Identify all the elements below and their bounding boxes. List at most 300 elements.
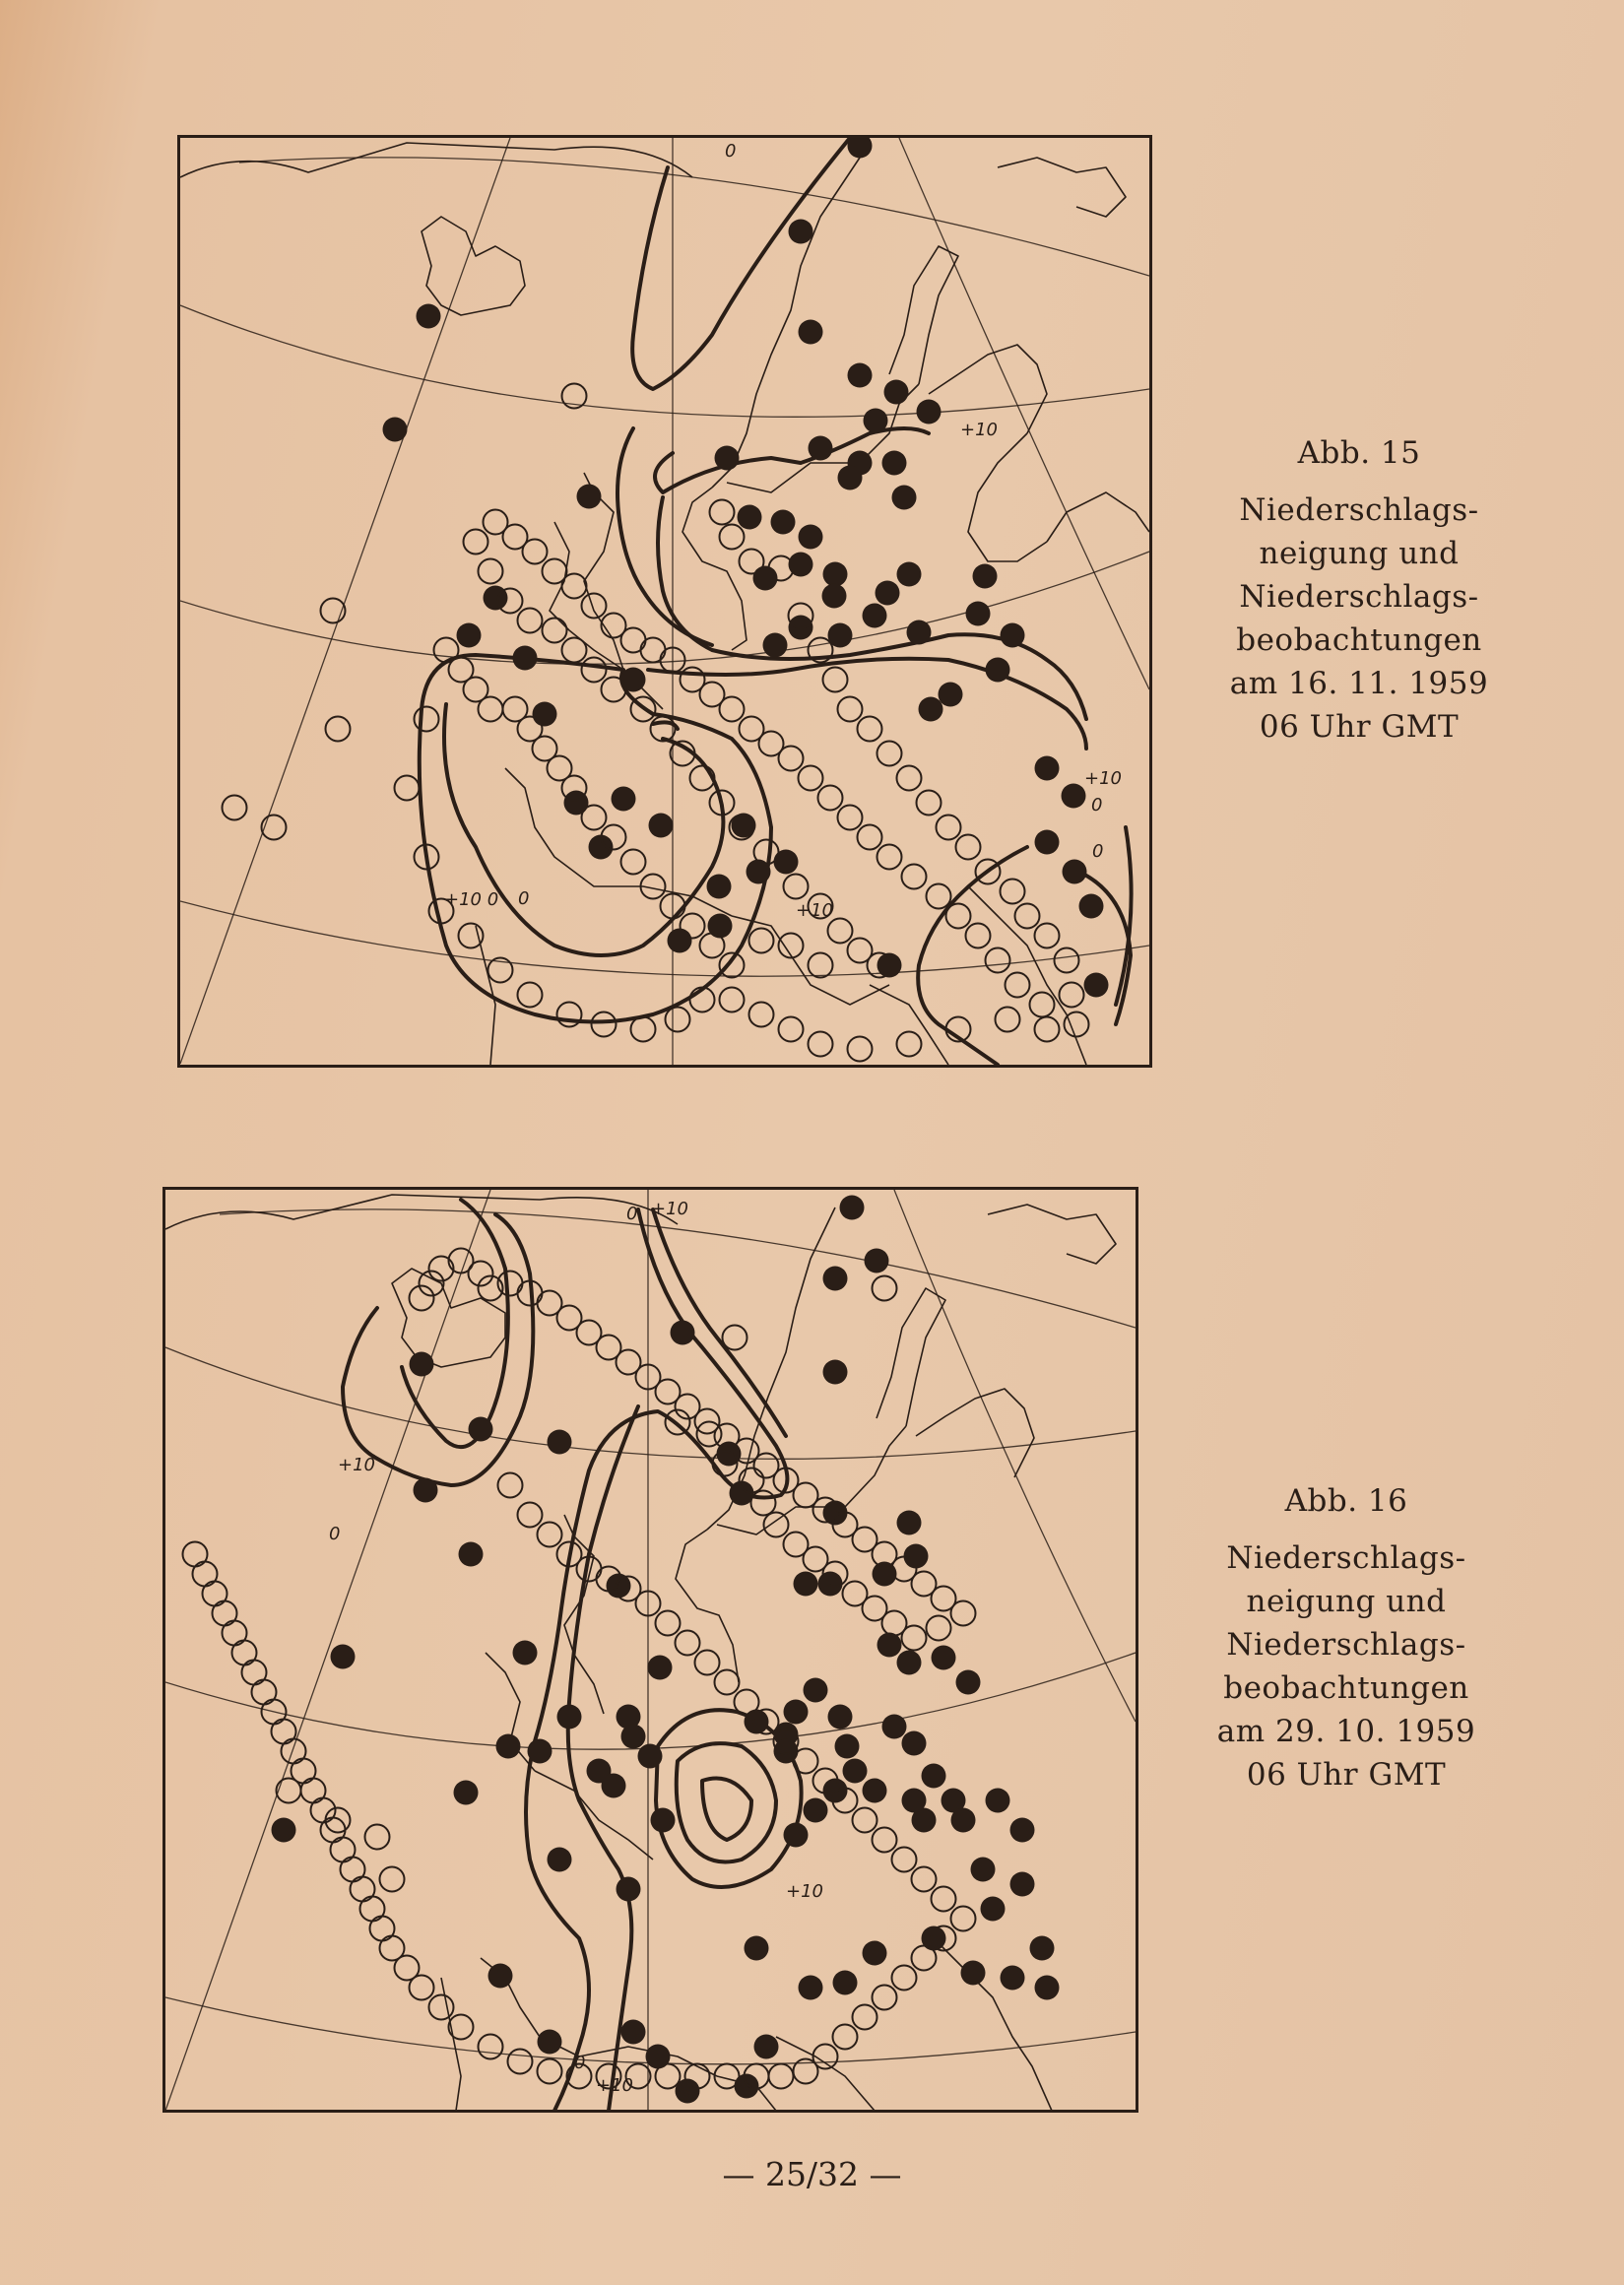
station-precipitation-marker — [835, 1734, 860, 1759]
station-precipitation-marker — [513, 1641, 538, 1665]
station-precipitation-marker — [459, 1542, 484, 1567]
station-no-precipitation-marker — [666, 1008, 690, 1032]
station-precipitation-marker — [1001, 1966, 1025, 1991]
station-no-precipitation-marker — [282, 1739, 306, 1764]
station-precipitation-marker — [638, 1744, 663, 1769]
station-precipitation-marker — [956, 1670, 981, 1695]
station-precipitation-marker — [973, 564, 998, 589]
station-no-precipitation-marker — [749, 929, 774, 953]
station-precipitation-marker — [1030, 1936, 1055, 1961]
map-abb-15 — [177, 135, 1152, 1068]
graticule-line — [165, 1190, 490, 2110]
station-no-precipitation-marker — [498, 1473, 523, 1498]
station-precipitation-marker — [1084, 973, 1109, 998]
station-no-precipitation-marker — [735, 1690, 759, 1715]
station-no-precipitation-marker — [1006, 973, 1030, 998]
coastline — [712, 158, 860, 488]
station-no-precipitation-marker — [370, 1917, 395, 1941]
station-precipitation-marker — [789, 220, 813, 244]
station-no-precipitation-marker — [700, 934, 725, 958]
station-no-precipitation-marker — [902, 865, 927, 889]
station-no-precipitation-marker — [459, 924, 484, 948]
station-no-precipitation-marker — [656, 1611, 681, 1636]
station-no-precipitation-marker — [1001, 880, 1025, 904]
station-no-precipitation-marker — [720, 525, 745, 550]
station-no-precipitation-marker — [557, 1003, 582, 1027]
station-precipitation-marker — [823, 562, 848, 587]
coastline — [776, 2037, 875, 2110]
station-precipitation-marker — [799, 1976, 823, 2000]
caption-line: Niederschlags- — [1226, 1627, 1466, 1663]
station-no-precipitation-marker — [395, 776, 420, 801]
station-precipitation-marker — [668, 929, 692, 953]
station-no-precipitation-marker — [912, 1867, 937, 1892]
caption-line: neigung und — [1246, 1584, 1447, 1619]
station-no-precipitation-marker — [365, 1825, 390, 1850]
station-no-precipitation-marker — [833, 2025, 858, 2050]
station-no-precipitation-marker — [503, 697, 528, 722]
station-precipitation-marker — [1010, 1818, 1035, 1843]
coastline — [165, 1195, 678, 1229]
station-precipitation-marker — [331, 1645, 356, 1669]
station-precipitation-marker — [747, 860, 771, 884]
station-no-precipitation-marker — [223, 796, 247, 820]
station-no-precipitation-marker — [937, 816, 961, 840]
station-no-precipitation-marker — [996, 1008, 1020, 1032]
station-no-precipitation-marker — [853, 1808, 877, 1833]
station-precipitation-marker — [951, 1808, 976, 1833]
station-no-precipitation-marker — [429, 1995, 454, 2020]
station-precipitation-marker — [745, 1936, 769, 1961]
caption-line: am 29. 10. 1959 — [1216, 1714, 1476, 1749]
station-precipitation-marker — [902, 1789, 927, 1813]
station-precipitation-marker — [488, 1964, 513, 1989]
station-precipitation-marker — [865, 1249, 889, 1273]
station-no-precipitation-marker — [877, 742, 902, 766]
station-precipitation-marker — [784, 1823, 809, 1848]
weather-map-abb-15 — [180, 138, 1149, 1065]
station-no-precipitation-marker — [809, 953, 833, 978]
station-no-precipitation-marker — [828, 919, 853, 944]
station-precipitation-marker — [902, 1731, 927, 1756]
station-no-precipitation-marker — [749, 1003, 774, 1027]
station-no-precipitation-marker — [902, 1626, 927, 1651]
caption-line: Niederschlags- — [1226, 1540, 1466, 1576]
station-precipitation-marker — [799, 525, 823, 550]
station-precipitation-marker — [939, 683, 963, 707]
station-precipitation-marker — [617, 1877, 641, 1902]
station-no-precipitation-marker — [720, 953, 745, 978]
station-precipitation-marker — [986, 1789, 1010, 1813]
station-no-precipitation-marker — [873, 1276, 897, 1301]
station-precipitation-marker — [557, 1705, 582, 1730]
station-no-precipitation-marker — [484, 510, 508, 535]
station-precipitation-marker — [822, 584, 847, 609]
coastline — [422, 217, 525, 315]
station-precipitation-marker — [818, 1572, 843, 1597]
station-precipitation-marker — [496, 1734, 521, 1759]
station-no-precipitation-marker — [360, 1897, 385, 1922]
station-precipitation-marker — [602, 1774, 626, 1798]
precipitation-isoline — [702, 1779, 751, 1841]
station-precipitation-marker — [932, 1646, 956, 1670]
station-no-precipitation-marker — [892, 1966, 917, 1991]
isoline-label: +10 — [960, 420, 998, 440]
station-precipitation-marker — [863, 1779, 887, 1803]
station-no-precipitation-marker — [341, 1858, 365, 1882]
station-precipitation-marker — [648, 1656, 673, 1680]
isoline-label: +10 — [796, 900, 833, 921]
coastline — [998, 158, 1126, 217]
station-no-precipitation-marker — [877, 845, 902, 870]
station-no-precipitation-marker — [779, 1017, 804, 1042]
station-no-precipitation-marker — [193, 1562, 218, 1587]
station-precipitation-marker — [892, 486, 917, 510]
coastline — [481, 1958, 717, 2076]
station-no-precipitation-marker — [1055, 948, 1079, 973]
station-precipitation-marker — [907, 620, 932, 645]
isoline-label: 0 — [329, 1524, 341, 1544]
station-no-precipitation-marker — [415, 707, 439, 732]
isoline-label: +10 — [1084, 768, 1122, 789]
station-no-precipitation-marker — [518, 983, 543, 1008]
station-no-precipitation-marker — [562, 638, 587, 663]
station-precipitation-marker — [961, 1961, 986, 1986]
caption-line: 06 Uhr GMT — [1246, 1757, 1447, 1793]
station-no-precipitation-marker — [434, 638, 459, 663]
station-no-precipitation-marker — [710, 500, 735, 525]
station-precipitation-marker — [1010, 1872, 1035, 1897]
station-no-precipitation-marker — [262, 816, 287, 840]
station-no-precipitation-marker — [966, 924, 991, 948]
station-no-precipitation-marker — [917, 791, 942, 816]
caption-line: Niederschlags- — [1239, 492, 1479, 528]
weather-map-abb-16 — [165, 1190, 1136, 2110]
page-number: — 25/32 — — [722, 2155, 902, 2193]
isoline-label: +10 — [651, 1199, 688, 1219]
isoline-label: 0 — [1092, 841, 1104, 862]
station-no-precipitation-marker — [602, 614, 626, 638]
station-precipitation-marker — [863, 1941, 887, 1966]
station-precipitation-marker — [621, 668, 646, 692]
station-precipitation-marker — [877, 1633, 902, 1658]
station-precipitation-marker — [784, 1700, 809, 1725]
station-precipitation-marker — [794, 1572, 818, 1597]
station-precipitation-marker — [966, 602, 991, 626]
station-precipitation-marker — [621, 1725, 646, 1749]
isoline-label: 0 — [574, 2053, 586, 2073]
coastline — [180, 143, 692, 177]
station-no-precipitation-marker — [986, 948, 1010, 973]
station-no-precipitation-marker — [769, 2064, 794, 2089]
station-no-precipitation-marker — [331, 1838, 356, 1862]
station-no-precipitation-marker — [927, 884, 951, 909]
station-no-precipitation-marker — [858, 825, 882, 850]
isoline-label: +10 — [596, 2075, 633, 2096]
graticule-line — [894, 1190, 1136, 1722]
station-no-precipitation-marker — [1060, 983, 1084, 1008]
station-no-precipitation-marker — [272, 1720, 296, 1744]
station-no-precipitation-marker — [621, 850, 646, 875]
station-no-precipitation-marker — [794, 1749, 818, 1774]
station-no-precipitation-marker — [764, 1513, 789, 1537]
station-precipitation-marker — [823, 1267, 848, 1291]
station-precipitation-marker — [1063, 860, 1087, 884]
station-no-precipitation-marker — [720, 988, 745, 1012]
station-no-precipitation-marker — [479, 2035, 503, 2059]
station-no-precipitation-marker — [809, 1032, 833, 1057]
station-precipitation-marker — [897, 1651, 922, 1675]
station-no-precipitation-marker — [927, 1616, 951, 1641]
station-precipitation-marker — [383, 418, 408, 442]
isoline-label: 0 — [626, 1204, 638, 1224]
coastline — [682, 488, 747, 650]
station-no-precipitation-marker — [740, 550, 764, 574]
station-no-precipitation-marker — [582, 658, 607, 683]
station-precipitation-marker — [738, 505, 762, 530]
station-precipitation-marker — [833, 1971, 858, 1995]
station-no-precipitation-marker — [602, 678, 626, 702]
station-no-precipitation-marker — [277, 1779, 301, 1803]
station-no-precipitation-marker — [301, 1779, 326, 1803]
coastline — [988, 1205, 1116, 1264]
station-precipitation-marker — [548, 1430, 572, 1455]
station-no-precipitation-marker — [932, 1887, 956, 1912]
station-precipitation-marker — [897, 1511, 922, 1535]
coastline — [968, 886, 1086, 1065]
graticule-line — [180, 305, 1149, 417]
station-precipitation-marker — [410, 1352, 434, 1377]
station-no-precipitation-marker — [518, 609, 543, 633]
station-no-precipitation-marker — [956, 835, 981, 860]
station-precipitation-marker — [922, 1764, 946, 1789]
station-precipitation-marker — [646, 2045, 671, 2069]
precipitation-isoline — [1067, 867, 1131, 1024]
coastline — [916, 1389, 1034, 1477]
graticule-line — [180, 138, 510, 1064]
station-no-precipitation-marker — [641, 638, 666, 663]
station-precipitation-marker — [771, 510, 796, 535]
station-no-precipitation-marker — [543, 619, 567, 643]
station-no-precipitation-marker — [1035, 924, 1060, 948]
station-no-precipitation-marker — [912, 1946, 937, 1971]
station-no-precipitation-marker — [380, 1867, 405, 1892]
station-no-precipitation-marker — [232, 1641, 257, 1665]
station-precipitation-marker — [469, 1417, 493, 1442]
station-precipitation-marker — [414, 1478, 438, 1503]
station-no-precipitation-marker — [631, 1017, 656, 1042]
station-precipitation-marker — [707, 875, 732, 899]
station-no-precipitation-marker — [946, 904, 971, 929]
station-precipitation-marker — [649, 814, 674, 838]
station-precipitation-marker — [917, 400, 942, 424]
caption-line: am 16. 11. 1959 — [1229, 666, 1489, 701]
station-no-precipitation-marker — [326, 717, 351, 742]
coastline — [717, 1426, 906, 1534]
station-precipitation-marker — [754, 2035, 779, 2059]
station-no-precipitation-marker — [838, 806, 863, 830]
station-no-precipitation-marker — [715, 1670, 740, 1695]
station-precipitation-marker — [548, 1848, 572, 1872]
graticule-line — [239, 158, 1149, 276]
isoline-label: +10 — [338, 1455, 375, 1475]
station-no-precipitation-marker — [818, 786, 843, 811]
station-no-precipitation-marker — [213, 1601, 237, 1626]
station-precipitation-marker — [528, 1739, 552, 1764]
caption-line: beobachtungen — [1236, 622, 1482, 658]
station-precipitation-marker — [533, 702, 557, 727]
figure-label: Abb. 16 — [1284, 1483, 1408, 1519]
station-precipitation-marker — [1001, 623, 1025, 648]
station-no-precipitation-marker — [656, 2064, 681, 2089]
isoline-label: +10 0 — [444, 889, 499, 910]
station-no-precipitation-marker — [449, 2015, 474, 2040]
station-precipitation-marker — [763, 633, 788, 658]
precipitation-isoline — [402, 1200, 508, 1447]
station-no-precipitation-marker — [508, 2050, 533, 2074]
station-precipitation-marker — [454, 1781, 479, 1805]
station-no-precipitation-marker — [823, 668, 848, 692]
station-no-precipitation-marker — [799, 766, 823, 791]
station-no-precipitation-marker — [479, 559, 503, 584]
station-precipitation-marker — [823, 1360, 848, 1385]
station-precipitation-marker — [538, 2030, 562, 2055]
station-precipitation-marker — [882, 1715, 907, 1739]
caption-line: Niederschlags- — [1239, 579, 1479, 615]
coastline — [877, 1288, 945, 1426]
station-no-precipitation-marker — [252, 1680, 277, 1705]
station-no-precipitation-marker — [1065, 1012, 1089, 1037]
station-no-precipitation-marker — [449, 1249, 474, 1273]
station-precipitation-marker — [671, 1321, 695, 1345]
caption-line: neigung und — [1259, 536, 1460, 571]
station-no-precipitation-marker — [203, 1582, 227, 1606]
station-precipitation-marker — [864, 409, 888, 433]
coastline — [1047, 492, 1149, 542]
station-precipitation-marker — [1035, 756, 1060, 781]
station-no-precipitation-marker — [695, 1651, 720, 1675]
station-no-precipitation-marker — [838, 697, 863, 722]
station-no-precipitation-marker — [951, 1907, 976, 1931]
station-precipitation-marker — [513, 646, 538, 671]
coastline — [535, 1771, 653, 1860]
isoline-label: 0 — [725, 141, 737, 162]
station-precipitation-marker — [612, 787, 636, 812]
station-no-precipitation-marker — [380, 1936, 405, 1961]
station-precipitation-marker — [981, 1897, 1006, 1922]
station-no-precipitation-marker — [740, 717, 764, 742]
station-no-precipitation-marker — [351, 1877, 375, 1902]
station-precipitation-marker — [919, 697, 943, 722]
precipitation-isoline — [648, 659, 1086, 749]
station-no-precipitation-marker — [538, 1523, 562, 1547]
station-precipitation-marker — [838, 466, 863, 490]
station-no-precipitation-marker — [848, 1037, 873, 1062]
figure-label: Abb. 15 — [1297, 435, 1421, 471]
coastline — [968, 433, 1047, 561]
station-no-precipitation-marker — [754, 840, 779, 865]
caption-abb-15 — [1226, 431, 1492, 749]
station-no-precipitation-marker — [538, 2059, 562, 2084]
station-no-precipitation-marker — [582, 806, 607, 830]
station-precipitation-marker — [840, 1196, 865, 1220]
station-precipitation-marker — [1062, 784, 1086, 809]
station-precipitation-marker — [1035, 830, 1060, 855]
station-no-precipitation-marker — [543, 559, 567, 584]
precipitation-isoline — [632, 138, 850, 389]
station-no-precipitation-marker — [676, 1631, 700, 1656]
coastline — [441, 1978, 461, 2110]
isoline-label: +10 — [786, 1881, 823, 1902]
station-precipitation-marker — [804, 1678, 828, 1703]
caption-line: beobachtungen — [1223, 1670, 1469, 1706]
precipitation-isoline — [677, 1743, 776, 1861]
station-no-precipitation-marker — [242, 1661, 267, 1685]
station-precipitation-marker — [799, 320, 823, 345]
station-no-precipitation-marker — [751, 1491, 776, 1516]
station-precipitation-marker — [882, 451, 907, 476]
station-precipitation-marker — [884, 380, 909, 405]
station-precipitation-marker — [651, 1808, 676, 1833]
station-precipitation-marker — [577, 485, 602, 509]
station-precipitation-marker — [804, 1798, 828, 1823]
station-precipitation-marker — [272, 1818, 296, 1843]
station-precipitation-marker — [774, 850, 799, 875]
station-precipitation-marker — [708, 914, 733, 939]
coastline — [889, 246, 958, 384]
station-precipitation-marker — [715, 446, 740, 471]
graticule-line — [180, 901, 1149, 976]
station-precipitation-marker — [621, 2020, 646, 2045]
station-precipitation-marker — [986, 658, 1010, 683]
station-no-precipitation-marker — [321, 1818, 346, 1843]
station-precipitation-marker — [1079, 894, 1104, 919]
station-no-precipitation-marker — [1035, 1017, 1060, 1042]
graticule-line — [220, 1209, 1136, 1328]
station-no-precipitation-marker — [681, 914, 705, 939]
station-no-precipitation-marker — [183, 1542, 208, 1567]
station-no-precipitation-marker — [723, 1326, 747, 1350]
station-no-precipitation-marker — [897, 766, 922, 791]
station-no-precipitation-marker — [223, 1621, 247, 1646]
station-no-precipitation-marker — [1015, 904, 1040, 929]
isoline-label: 0 — [518, 888, 530, 909]
station-precipitation-marker — [848, 138, 873, 159]
coastline — [676, 1530, 739, 1682]
station-no-precipitation-marker — [582, 594, 607, 619]
station-no-precipitation-marker — [518, 1503, 543, 1528]
coastline — [934, 1938, 1052, 2110]
station-precipitation-marker — [971, 1858, 996, 1882]
station-no-precipitation-marker — [873, 1828, 897, 1853]
isoline-label: 0 — [1091, 795, 1103, 816]
station-precipitation-marker — [735, 2074, 759, 2099]
station-precipitation-marker — [863, 604, 887, 628]
station-no-precipitation-marker — [1030, 993, 1055, 1017]
station-precipitation-marker — [897, 562, 922, 587]
station-precipitation-marker — [843, 1759, 868, 1784]
caption-line: 06 Uhr GMT — [1259, 709, 1460, 745]
station-no-precipitation-marker — [592, 1012, 617, 1037]
station-no-precipitation-marker — [538, 1291, 562, 1316]
station-precipitation-marker — [417, 304, 441, 329]
station-no-precipitation-marker — [858, 717, 882, 742]
station-no-precipitation-marker — [897, 1032, 922, 1057]
station-precipitation-marker — [457, 623, 482, 648]
station-no-precipitation-marker — [892, 1848, 917, 1872]
station-no-precipitation-marker — [853, 2005, 877, 2030]
map-abb-16 — [162, 1187, 1138, 2113]
